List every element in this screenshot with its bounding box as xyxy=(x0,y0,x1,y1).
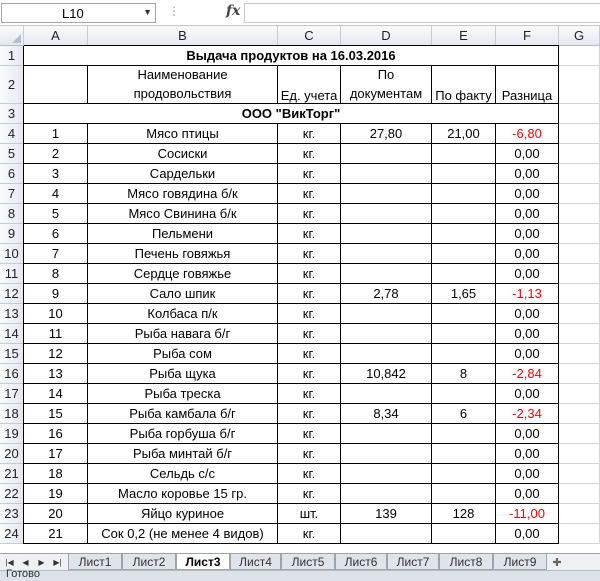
item-docs-cell[interactable] xyxy=(341,304,432,324)
item-name-cell[interactable]: Мясо птицы xyxy=(88,124,278,144)
item-docs-cell[interactable] xyxy=(341,424,432,444)
item-name-cell[interactable]: Сардельки xyxy=(88,164,278,184)
item-fact-cell[interactable]: 8 xyxy=(432,364,496,384)
item-name-cell[interactable]: Рыба минтай б/г xyxy=(88,444,278,464)
select-all-icon xyxy=(12,34,21,43)
item-docs-cell[interactable] xyxy=(341,484,432,504)
item-unit-cell[interactable]: кг. xyxy=(278,204,341,224)
item-name-cell[interactable]: Мясо Свинина б/к xyxy=(88,204,278,224)
item-fact-cell[interactable]: 21,00 xyxy=(432,124,496,144)
item-name-cell[interactable]: Печень говяжья xyxy=(88,244,278,264)
empty-cell-G[interactable] xyxy=(559,344,600,364)
empty-cell-G[interactable] xyxy=(559,124,600,144)
splitter-handle-icon[interactable]: ⋮ xyxy=(168,4,180,18)
item-unit-cell[interactable]: шт. xyxy=(278,504,341,524)
empty-cell-G[interactable] xyxy=(559,424,600,444)
item-diff-cell[interactable]: 0,00 xyxy=(496,344,559,364)
sheet-tab-9[interactable]: Лист9 xyxy=(493,554,547,570)
item-unit-cell[interactable]: кг. xyxy=(278,324,341,344)
company-cell[interactable]: ООО "ВикТорг" xyxy=(24,104,559,124)
item-docs-cell[interactable] xyxy=(341,184,432,204)
item-docs-cell[interactable] xyxy=(341,344,432,364)
insert-function-icon[interactable]: fx xyxy=(226,3,241,19)
item-docs-cell[interactable] xyxy=(341,144,432,164)
item-fact-cell[interactable] xyxy=(432,164,496,184)
item-fact-cell[interactable] xyxy=(432,524,496,544)
item-number-cell[interactable]: 16 xyxy=(24,424,88,444)
item-diff-cell[interactable]: 0,00 xyxy=(496,324,559,344)
column-header-5[interactable]: F xyxy=(496,26,559,46)
item-diff-cell[interactable]: 0,00 xyxy=(496,224,559,244)
column-header-1[interactable]: B xyxy=(88,26,278,46)
item-name-cell[interactable]: Сало шпик xyxy=(88,284,278,304)
item-fact-cell[interactable] xyxy=(432,144,496,164)
empty-cell-G[interactable] xyxy=(559,284,600,304)
item-unit-cell[interactable]: кг. xyxy=(278,124,341,144)
item-docs-cell[interactable] xyxy=(341,524,432,544)
sheet-tab-4[interactable]: Лист4 xyxy=(230,554,281,570)
item-unit-cell[interactable]: кг. xyxy=(278,424,341,444)
item-name-cell[interactable]: Сосиски xyxy=(88,144,278,164)
last-sheet-icon[interactable]: ▶| xyxy=(53,557,62,567)
item-unit-cell[interactable]: кг. xyxy=(278,244,341,264)
item-number-cell[interactable]: 20 xyxy=(24,504,88,524)
item-number-cell[interactable]: 13 xyxy=(24,364,88,384)
row-header-12[interactable]: 13 xyxy=(0,304,24,324)
item-name-cell[interactable]: Рыба горбуша б/г xyxy=(88,424,278,444)
item-name-cell[interactable]: Рыба сом xyxy=(88,344,278,364)
item-name-cell[interactable]: Рыба щука xyxy=(88,364,278,384)
item-number-cell[interactable]: 6 xyxy=(24,224,88,244)
item-fact-cell[interactable]: 1,65 xyxy=(432,284,496,304)
sheet-tab-8[interactable]: Лист8 xyxy=(439,554,493,570)
row-header-16[interactable]: 17 xyxy=(0,384,24,404)
formula-input[interactable] xyxy=(244,3,600,23)
row-header-15[interactable]: 16 xyxy=(0,364,24,384)
item-fact-cell[interactable] xyxy=(432,224,496,244)
sheet-tab-7[interactable]: Лист7 xyxy=(387,554,439,570)
row-header-17[interactable]: 18 xyxy=(0,404,24,424)
row-header-13[interactable]: 14 xyxy=(0,324,24,344)
row-header-9[interactable]: 10 xyxy=(0,244,24,264)
cell-G1[interactable] xyxy=(559,46,600,66)
item-diff-cell[interactable]: 0,00 xyxy=(496,184,559,204)
item-fact-cell[interactable] xyxy=(432,324,496,344)
item-number-cell[interactable]: 3 xyxy=(24,164,88,184)
item-name-cell[interactable]: Мясо говядина б/к xyxy=(88,184,278,204)
item-fact-cell[interactable] xyxy=(432,384,496,404)
row-header-11[interactable]: 12 xyxy=(0,284,24,304)
add-sheet-icon[interactable]: ✚ xyxy=(552,556,562,569)
cell-G2[interactable] xyxy=(559,66,600,104)
row-header-19[interactable]: 20 xyxy=(0,444,24,464)
row-header-6[interactable]: 7 xyxy=(0,184,24,204)
item-docs-cell[interactable] xyxy=(341,444,432,464)
item-name-cell[interactable]: Колбаса п/к xyxy=(88,304,278,324)
item-number-cell[interactable]: 8 xyxy=(24,264,88,284)
header-docs-line: По xyxy=(377,67,395,82)
header-fact-cell[interactable]: По факту xyxy=(432,66,496,104)
empty-cell-G[interactable] xyxy=(559,164,600,184)
item-docs-cell[interactable] xyxy=(341,264,432,284)
item-diff-cell[interactable]: 0,00 xyxy=(496,204,559,224)
sheet-tab-bar xyxy=(0,553,600,570)
item-docs-cell[interactable] xyxy=(341,204,432,224)
row-header-1[interactable]: 2 xyxy=(0,66,24,104)
item-docs-cell[interactable] xyxy=(341,224,432,244)
column-headers xyxy=(0,26,600,46)
item-unit-cell[interactable]: кг. xyxy=(278,524,341,544)
header-name-cell[interactable] xyxy=(88,66,278,104)
empty-cell-G[interactable] xyxy=(559,184,600,204)
item-fact-cell[interactable] xyxy=(432,424,496,444)
item-fact-cell[interactable] xyxy=(432,484,496,504)
item-name-cell[interactable]: Сердце говяжье xyxy=(88,264,278,284)
empty-cell-G[interactable] xyxy=(559,464,600,484)
item-unit-cell[interactable]: кг. xyxy=(278,184,341,204)
sheet-tab-2[interactable]: Лист2 xyxy=(122,554,176,570)
item-unit-cell[interactable]: кг. xyxy=(278,344,341,364)
row-header-3[interactable]: 4 xyxy=(0,124,24,144)
status-text: Готово xyxy=(6,568,40,580)
header-name-line: продовольствия xyxy=(133,86,232,101)
header-docs-cell[interactable] xyxy=(341,66,432,104)
item-name-cell[interactable]: Яйцо куриное xyxy=(88,504,278,524)
column-header-6[interactable]: G xyxy=(559,26,600,46)
item-number-cell[interactable]: 10 xyxy=(24,304,88,324)
sheet-tab-1[interactable]: Лист1 xyxy=(68,554,122,570)
item-number-cell[interactable]: 12 xyxy=(24,344,88,364)
item-number-cell[interactable]: 4 xyxy=(24,184,88,204)
item-diff-cell[interactable]: -2,34 xyxy=(496,404,559,424)
row-header-22[interactable]: 23 xyxy=(0,504,24,524)
item-number-cell[interactable]: 11 xyxy=(24,324,88,344)
empty-cell-G[interactable] xyxy=(559,384,600,404)
item-diff-cell[interactable]: 0,00 xyxy=(496,304,559,324)
item-number-cell[interactable]: 21 xyxy=(24,524,88,544)
item-name-cell[interactable]: Рыба камбала б/г xyxy=(88,404,278,424)
empty-cell-G[interactable] xyxy=(559,404,600,424)
empty-cell-G[interactable] xyxy=(559,364,600,384)
row-header-21[interactable]: 22 xyxy=(0,484,24,504)
item-number-cell[interactable]: 18 xyxy=(24,464,88,484)
sheet-tab-5[interactable]: Лист5 xyxy=(281,554,335,570)
item-docs-cell[interactable] xyxy=(341,244,432,264)
item-unit-cell[interactable]: кг. xyxy=(278,164,341,184)
header-unit-cell[interactable]: Ед. учета xyxy=(278,66,341,104)
row-header-18[interactable]: 19 xyxy=(0,424,24,444)
name-box[interactable] xyxy=(1,3,156,23)
column-header-0[interactable]: A xyxy=(24,26,88,46)
item-unit-cell[interactable]: кг. xyxy=(278,444,341,464)
item-name-cell[interactable]: Сок 0,2 (не менее 4 видов) xyxy=(88,524,278,544)
next-sheet-icon[interactable]: ▶ xyxy=(38,557,45,567)
item-docs-cell[interactable]: 8,34 xyxy=(341,404,432,424)
item-unit-cell[interactable]: кг. xyxy=(278,404,341,424)
item-unit-cell[interactable]: кг. xyxy=(278,464,341,484)
item-diff-cell[interactable]: 0,00 xyxy=(496,164,559,184)
empty-cell-G[interactable] xyxy=(559,264,600,284)
chevron-down-icon[interactable]: ▼ xyxy=(143,7,152,17)
formula-bar xyxy=(0,0,600,26)
row-header-10[interactable]: 11 xyxy=(0,264,24,284)
header-name-line: Наименование xyxy=(137,67,228,82)
row-header-20[interactable]: 21 xyxy=(0,464,24,484)
column-header-4[interactable]: E xyxy=(432,26,496,46)
item-unit-cell[interactable]: кг. xyxy=(278,224,341,244)
item-docs-cell[interactable] xyxy=(341,384,432,404)
item-unit-cell[interactable]: кг. xyxy=(278,264,341,284)
item-fact-cell[interactable]: 6 xyxy=(432,404,496,424)
row-header-23[interactable]: 24 xyxy=(0,524,24,544)
item-unit-cell[interactable]: кг. xyxy=(278,384,341,404)
item-number-cell[interactable]: 7 xyxy=(24,244,88,264)
item-diff-cell[interactable]: 0,00 xyxy=(496,144,559,164)
item-diff-cell[interactable]: 0,00 xyxy=(496,524,559,544)
item-diff-cell[interactable]: -2,84 xyxy=(496,364,559,384)
item-unit-cell[interactable]: кг. xyxy=(278,144,341,164)
item-fact-cell[interactable] xyxy=(432,204,496,224)
empty-cell-G[interactable] xyxy=(559,244,600,264)
empty-cell-G[interactable] xyxy=(559,504,600,524)
item-unit-cell[interactable]: кг. xyxy=(278,284,341,304)
item-number-cell[interactable]: 14 xyxy=(24,384,88,404)
item-number-cell[interactable]: 1 xyxy=(24,124,88,144)
item-name-cell[interactable]: Масло коровье 15 гр. xyxy=(88,484,278,504)
select-all-button[interactable] xyxy=(0,26,24,46)
empty-cell-G[interactable] xyxy=(559,144,600,164)
item-docs-cell[interactable] xyxy=(341,164,432,184)
item-name-cell[interactable]: Сельдь с/с xyxy=(88,464,278,484)
item-docs-cell[interactable]: 10,842 xyxy=(341,364,432,384)
item-docs-cell[interactable]: 27,80 xyxy=(341,124,432,144)
row-header-5[interactable]: 6 xyxy=(0,164,24,184)
item-fact-cell[interactable] xyxy=(432,304,496,324)
item-fact-cell[interactable] xyxy=(432,244,496,264)
empty-cell-G[interactable] xyxy=(559,444,600,464)
item-number-cell[interactable]: 15 xyxy=(24,404,88,424)
row-header-8[interactable]: 9 xyxy=(0,224,24,244)
item-diff-cell[interactable]: 0,00 xyxy=(496,464,559,484)
cell-G3[interactable] xyxy=(559,104,600,124)
item-docs-cell[interactable] xyxy=(341,464,432,484)
item-fact-cell[interactable] xyxy=(432,444,496,464)
first-sheet-icon[interactable]: |◀ xyxy=(5,557,14,567)
row-header-0[interactable]: 1 xyxy=(0,46,24,66)
item-diff-cell[interactable]: 0,00 xyxy=(496,424,559,444)
row-header-2[interactable]: 3 xyxy=(0,104,24,124)
column-header-2[interactable]: C xyxy=(278,26,341,46)
row-header-7[interactable]: 8 xyxy=(0,204,24,224)
empty-cell-G[interactable] xyxy=(559,224,600,244)
item-number-cell[interactable]: 5 xyxy=(24,204,88,224)
item-name-cell[interactable]: Рыба навага б/г xyxy=(88,324,278,344)
item-docs-cell[interactable] xyxy=(341,324,432,344)
item-diff-cell[interactable]: 0,00 xyxy=(496,384,559,404)
status-bar xyxy=(0,570,600,581)
table-top-border xyxy=(24,45,559,46)
item-fact-cell[interactable] xyxy=(432,264,496,284)
sheet-tab-3[interactable]: Лист3 xyxy=(176,554,230,570)
header-diff-cell[interactable]: Разница xyxy=(496,66,559,104)
item-fact-cell[interactable]: 128 xyxy=(432,504,496,524)
item-number-cell[interactable]: 19 xyxy=(24,484,88,504)
item-fact-cell[interactable] xyxy=(432,184,496,204)
sheet-tab-6[interactable]: Лист6 xyxy=(335,554,387,570)
item-diff-cell[interactable]: -1,13 xyxy=(496,284,559,304)
item-fact-cell[interactable] xyxy=(432,464,496,484)
header-docs-line: документам xyxy=(349,86,423,101)
header-number-cell[interactable] xyxy=(24,66,88,104)
item-diff-cell[interactable]: 0,00 xyxy=(496,484,559,504)
item-fact-cell[interactable] xyxy=(432,344,496,364)
item-number-cell[interactable]: 17 xyxy=(24,444,88,464)
empty-cell-G[interactable] xyxy=(559,204,600,224)
item-diff-cell[interactable]: 0,00 xyxy=(496,244,559,264)
item-diff-cell[interactable]: 0,00 xyxy=(496,444,559,464)
item-diff-cell[interactable]: 0,00 xyxy=(496,264,559,284)
empty-cell-G[interactable] xyxy=(559,524,600,544)
item-docs-cell[interactable]: 2,78 xyxy=(341,284,432,304)
item-unit-cell[interactable]: кг. xyxy=(278,484,341,504)
row-header-14[interactable]: 15 xyxy=(0,344,24,364)
column-header-3[interactable]: D xyxy=(341,26,432,46)
row-header-4[interactable]: 5 xyxy=(0,144,24,164)
item-unit-cell[interactable]: кг. xyxy=(278,364,341,384)
item-number-cell[interactable]: 2 xyxy=(24,144,88,164)
item-number-cell[interactable]: 9 xyxy=(24,284,88,304)
item-diff-cell[interactable]: -6,80 xyxy=(496,124,559,144)
empty-cell-G[interactable] xyxy=(559,304,600,324)
item-diff-cell[interactable]: -11,00 xyxy=(496,504,559,524)
item-name-cell[interactable]: Рыба треска xyxy=(88,384,278,404)
item-unit-cell[interactable]: кг. xyxy=(278,304,341,324)
item-docs-cell[interactable]: 139 xyxy=(341,504,432,524)
empty-cell-G[interactable] xyxy=(559,324,600,344)
name-box-value: L10 xyxy=(62,6,84,21)
item-name-cell[interactable]: Пельмени xyxy=(88,224,278,244)
table-left-border xyxy=(23,46,24,544)
sheet-title-cell[interactable]: Выдача продуктов на 16.03.2016 xyxy=(24,46,559,66)
prev-sheet-icon[interactable]: ◀ xyxy=(22,557,29,567)
empty-cell-G[interactable] xyxy=(559,484,600,504)
